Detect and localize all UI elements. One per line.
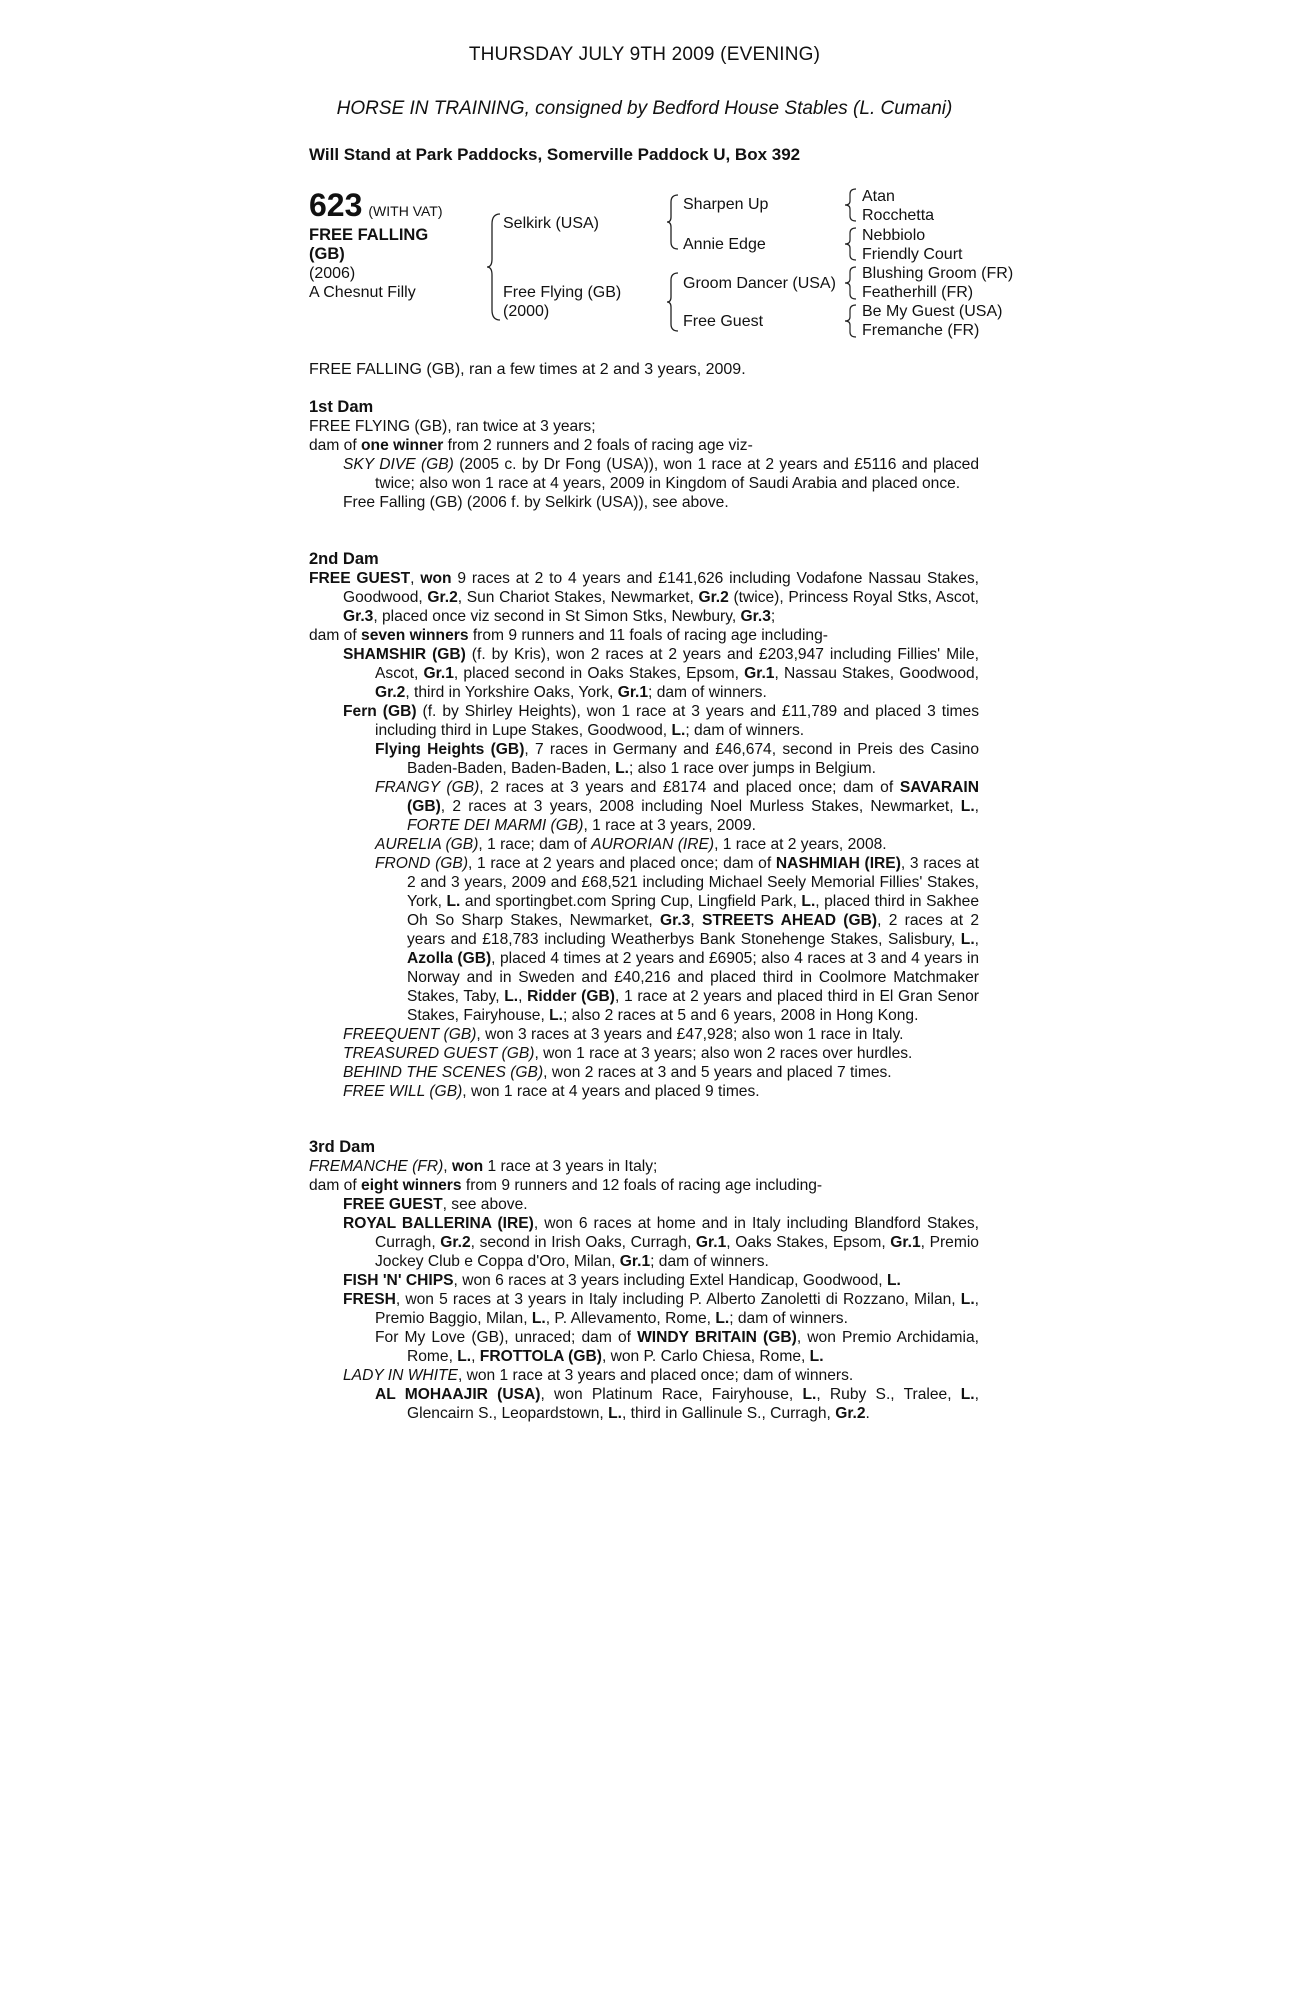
pedigree-g5: Blushing Groom (FR) [862,265,1014,282]
pedigree-dam-sire: Groom Dancer (USA) [683,275,836,292]
second-dam-heading: 2nd Dam [309,550,379,568]
produce-aurelia: AURELIA (GB), 1 race; dam of AURORIAN (IRE), 1 race at 2 years, 2008. [375,836,887,853]
sale-date: THURSDAY JULY 9TH 2009 (EVENING) [468,44,821,65]
g-brace-4 [844,303,858,339]
horse-name: FREE FALLING [309,226,429,244]
first-dam-heading: 1st Dam [309,398,374,416]
first-dam-section [309,398,979,512]
pedigree-g3: Nebbiolo [862,227,926,244]
dam-produce-summary: dam of one winner from 2 runners and 2 foals of racing age viz- [309,437,753,454]
lot-number [309,188,443,228]
horse-description: A Chesnut Filly [309,284,416,301]
horse-year: (2006) [309,265,356,282]
produce-lady-in-white: LADY IN WHITE, won 1 race at 3 years and placed once; dam of winners. [343,1367,854,1384]
produce-al-mohaajir: AL MOHAAJIR (USA), won Platinum Race, Fairyhouse, L., Ruby S., Tralee, L., Glencairn S., Leopardstown, L., third in Gallinule S., Curragh, Gr.2. [375,1386,979,1422]
pedigree-dam-year: (2000) [503,303,550,320]
fremanche-record: FREMANCHE (FR), won 1 race at 3 years in Italy; [309,1158,658,1175]
pedigree-sire: Selkirk (USA) [503,215,600,232]
pedigree-dam-dam: Free Guest [683,313,764,330]
produce-royal-ballerina: ROYAL BALLERINA (IRE), won 6 races at home and in Italy including Blandford Stakes, Curragh, Gr.2, second in Irish Oaks, Curragh, Gr.1, Oaks Stakes, Epsom, Gr.1, Premio Jockey Club e Coppa d'Oro, Milan, Gr.1; dam of winners. [343,1215,979,1270]
produce-for-my-love: For My Love (GB), unraced; dam of WINDY BRITAIN (GB), won Premio Archidamia, Rome, L., FROTTOLA (GB), won P. Carlo Chiesa, Rome, L. [375,1329,979,1365]
pedigree-g2: Rocchetta [862,207,935,224]
horse-origin: (GB) [309,245,345,263]
pedigree-g4: Friendly Court [862,246,963,263]
pedigree-g8: Fremanche (FR) [862,322,980,339]
g-brace-1 [844,187,858,223]
pedigree-sire-sire: Sharpen Up [683,196,769,213]
pedigree-dam: Free Flying (GB) [503,284,622,301]
sire-dam-brace [486,212,504,322]
race-summary: FREE FALLING (GB), ran a few times at 2 and 3 years, 2009. [309,361,746,378]
free-guest-record: FREE GUEST, won 9 races at 2 to 4 years and £141,626 including Vodafone Nassau Stakes, Goodwood, Gr.2, Sun Chariot Stakes, Newmarket, Gr.2 (twice), Princess Royal Stks, Ascot, Gr.3, placed once viz second in St Simon Stks, Newbury, Gr.3; [309,570,980,625]
produce-shamshir: SHAMSHIR (GB) (f. by Kris), won 2 races at 2 years and £203,947 including Fillies' Mile, Ascot, Gr.1, placed second in Oaks Stakes, Epsom, Gr.1, Nassau Stakes, Goodwood, Gr.2, third in Yorkshire Oaks, York, Gr.1; dam of winners. [343,646,980,701]
pedigree-g6: Featherhill (FR) [862,284,974,301]
consignment-line: HORSE IN TRAINING, consigned by Bedford House Stables (L. Cumani) [336,98,953,119]
second-dam-section [309,550,979,1101]
produce-fresh: FRESH, won 5 races at 3 years in Italy including P. Alberto Zanoletti di Rozzano, Milan, L., Premio Baggio, Milan, L., P. Allevamento, Rome, L.; dam of winners. [343,1291,979,1327]
pedigree-g7: Be My Guest (USA) [862,303,1003,320]
stand-location: Will Stand at Park Paddocks, Somerville Paddock U, Box 392 [309,145,801,164]
produce-free-falling: Free Falling (GB) (2006 f. by Selkirk (USA)), see above. [343,494,729,511]
produce-free-guest: FREE GUEST, see above. [343,1196,528,1213]
dam-record: FREE FLYING (GB), ran twice at 3 years; [309,418,596,435]
pedigree-g1: Atan [862,188,895,205]
produce-sky-dive: SKY DIVE (GB) (2005 c. by Dr Fong (USA)), won 1 race at 2 years and £5116 and placed twice; also won 1 race at 4 years, 2009 in Kingdom of Saudi Arabia and placed once. [343,456,979,492]
free-guest-produce-summary: dam of seven winners from 9 runners and 11 foals of racing age including- [309,627,828,644]
vat-label: (WITH VAT) [368,203,443,219]
produce-freequent: FREEQUENT (GB), won 3 races at 3 years and £47,928; also won 1 race in Italy. [343,1026,904,1043]
produce-frangy: FRANGY (GB), 2 races at 3 years and £8174 and placed once; dam of SAVARAIN (GB), 2 races at 3 years, 2008 including Noel Murless Stakes, Newmarket, L., FORTE DEI MARMI (GB), 1 race at 3 years, 2009. [375,779,979,834]
g-brace-2 [844,226,858,262]
produce-treasured-guest: TREASURED GUEST (GB), won 1 race at 3 years; also won 2 races over hurdles. [343,1045,913,1062]
sire-line-brace [666,193,680,251]
produce-frond: FROND (GB), 1 race at 2 years and placed once; dam of NASHMIAH (IRE), 3 races at 2 and 3 years, 2009 and £68,521 including Michael Seely Memorial Fillies' Stakes, York, L. and sportingbet.com Spring Cup, Lingfield Park, L., placed third in Sakhee Oh So Sharp Stakes, Newmarket, Gr.3, STREETS AHEAD (GB), 2 races at 2 years and £18,783 including Weatherbys Bank Stonehenge Stakes, Salisbury, L., Azolla (GB), placed 4 times at 2 years and £6905; also 4 races at 3 and 4 years in Norway and in Sweden and £40,216 and placed third in Coolmore Matchmaker Stakes, Taby, L., Ridder (GB), 1 race at 2 years and placed third in El Gran Senor Stakes, Fairyhouse, L.; also 2 races at 5 and 6 years, 2008 in Hong Kong. [375,855,980,1024]
third-dam-heading: 3rd Dam [309,1138,376,1156]
produce-flying-heights: Flying Heights (GB), 7 races in Germany and £46,674, second in Preis des Casino Baden-Baden, Baden-Baden, L.; also 1 race over jumps in Belgium. [375,741,979,777]
lot-number-value: 623 [309,187,363,223]
third-dam-section [309,1138,979,1423]
produce-fish-n-chips: FISH 'N' CHIPS, won 6 races at 3 years including Extel Handicap, Goodwood, L. [343,1272,901,1289]
g-brace-3 [844,265,858,301]
produce-fern: Fern (GB) (f. by Shirley Heights), won 1 race at 3 years and £11,789 and placed 3 times including third in Lupe Stakes, Goodwood, L.; dam of winners. [343,703,979,739]
produce-behind-the-scenes: BEHIND THE SCENES (GB), won 2 races at 3 and 5 years and placed 7 times. [343,1064,892,1081]
dam-line-brace [666,271,680,333]
fremanche-produce-summary: dam of eight winners from 9 runners and 12 foals of racing age including- [309,1177,823,1194]
pedigree-sire-dam: Annie Edge [683,236,766,253]
produce-free-will: FREE WILL (GB), won 1 race at 4 years and placed 9 times. [343,1083,760,1100]
